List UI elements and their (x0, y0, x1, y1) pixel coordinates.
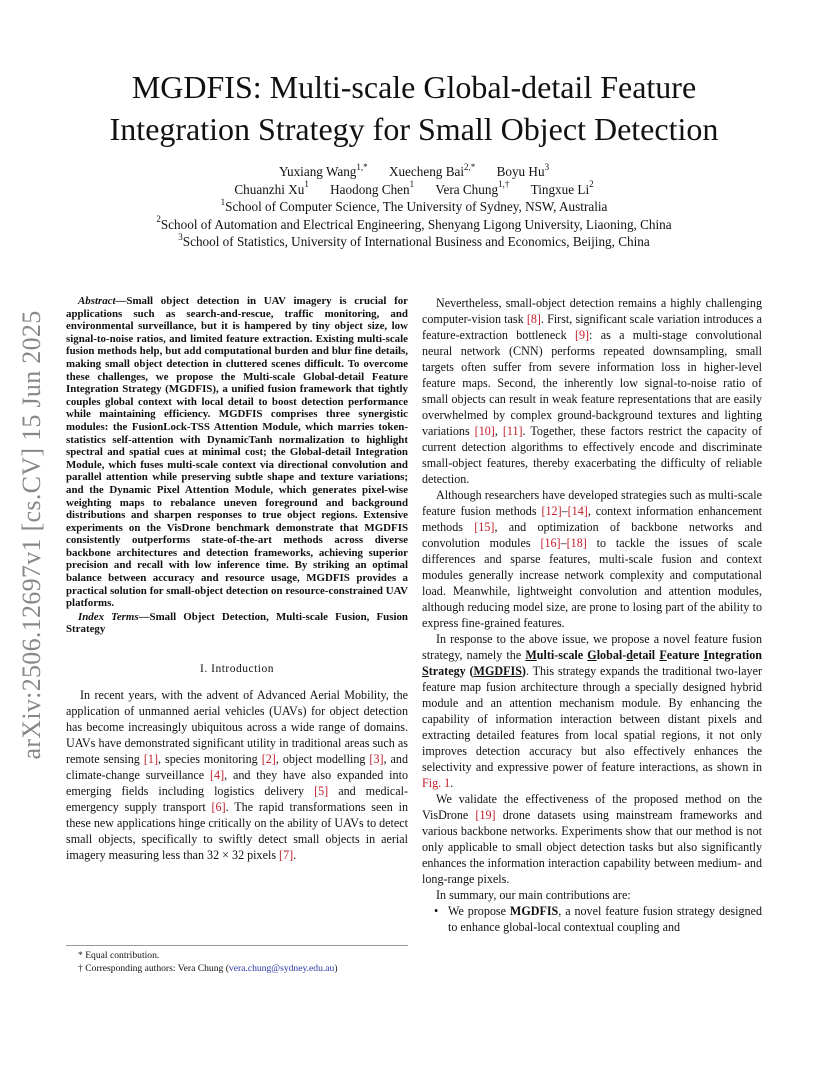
citation-link[interactable]: [10] (474, 424, 495, 438)
author: Vera Chung$^{1,\dagger}$ (435, 179, 510, 197)
index-terms (66, 611, 408, 636)
citation-link[interactable]: [8] (526, 312, 541, 326)
footnote-equal-contribution: * Equal contribution. (78, 950, 160, 961)
citation-link[interactable]: [2] (261, 752, 276, 767)
author: Haodong Chen$^1$ (330, 179, 415, 197)
left-column (66, 295, 408, 863)
footnote-corresponding: † Corresponding authors: Vera Chung (vera.chung@sydney.edu.au) (78, 962, 338, 974)
citation-link[interactable]: [9] (574, 328, 590, 342)
contributions-list (422, 903, 762, 935)
affiliation: $^1$School of Computer Science, The University of Sydney, NSW, Australia (220, 196, 608, 215)
citation-link[interactable]: [4] (210, 768, 225, 783)
title-line-1: MGDFIS: Multi-scale Global-detail Feature (131, 69, 697, 105)
index-terms-lead: Index Terms (78, 610, 139, 623)
intro-paragraph-5: We validate the effectiveness of the proposed method on the VisDrone [19] drone datasets using mainstream frameworks and various backbone networks. Experiments show that our method is not only applicable to small object detection tasks but also significantly enhances the information interaction capability between medium- and long-range pixels. (422, 792, 762, 886)
intro-paragraph-3: Although researchers have developed strategies such as multi-scale feature fusion methods [12]–[14], context information enhancement methods [15], and optimization of backbone networks and convolution modules [16]–[18] to tackle the issues of scale differences and sparse features, multi-scale fusion and context modules generally increase network complexity and computational load. Meanwhile, lightweight convolution and attention modules, although reducing model size, are prone to losing part of the ability to express fine-grained features. (422, 488, 762, 630)
citation-link[interactable]: [16] (540, 536, 561, 550)
citation-link[interactable]: [5] (314, 784, 329, 799)
title-line-2: Integration Strategy for Small Object Detection (109, 111, 719, 147)
citation-link[interactable]: [1] (143, 752, 158, 767)
citation-link[interactable]: [18] (566, 536, 587, 550)
intro-paragraph-6: In summary, our main contributions are: (436, 888, 631, 902)
intro-paragraph-4: In response to the above issue, we propose a novel feature fusion strategy, namely the Multi-scale Global-detail Feature Integration Strategy (MGDFIS). This strategy expands the traditional two-layer feature map fusion architecture through a specially designed hybrid module and an attention mechanism module. By enhancing the capability of information interaction between distant pixels and extracting detailed features from local spatial regions, it not only improves detection accuracy but also effectively enhances the selectivity and expressive power of feature interactions, as shown in Fig. 1. (422, 632, 763, 790)
section-heading-introduction: I. Introduction (200, 663, 274, 676)
author: Tingxue Li$^2$ (530, 179, 594, 197)
author-block (60, 163, 768, 251)
author: Chuanzhi Xu$^1$ (234, 179, 309, 197)
affiliation: $^2$School of Automation and Electrical Engineering, Shenyang Ligong University, Liaoning, China (156, 214, 672, 232)
abstract (66, 295, 408, 610)
list-item: • We propose MGDFIS, a novel feature fusion strategy designed to enhance global-local contextual coupling and (422, 903, 762, 935)
citation-link[interactable]: [6] (211, 800, 226, 815)
author: Boyu Hu$^3$ (496, 161, 550, 179)
citation-link[interactable]: [14] (567, 504, 588, 518)
citation-link[interactable]: [15] (474, 520, 495, 534)
author-line-1 (60, 163, 768, 181)
author-line-2 (60, 181, 768, 199)
citation-link[interactable]: [11] (502, 424, 523, 438)
paper-title (60, 66, 768, 150)
method-name: Multi-scale Global-detail Feature Integration Strategy (MGDFIS) (422, 648, 763, 678)
abstract-text: —Small object detection in UAV imagery is crucial for applications such as search-and-rescue, traffic monitoring, and environmental surveillance, but it is hampered by tiny object size, low signal-to-noise ratios, and limited feature extraction. Existing multi-scale fusion methods help, but add computational burden and blur fine details, making small object detection in cluttered scenes difficult. To overcome these challenges, we propose the Multi-scale Global-detail Feature Integration Strategy (MGDFIS), a unified fusion framework that tightly couples global context with local detail to boost detection performance while maintaining efficiency. MGDFIS comprises three synergistic modules: the FusionLock-TSS Attention Module, which marries token-statistics self-attention with DynamicTanh normalization to highlight spectral and spatial cues at minimal cost; the Global-detail Integration Module, which fuses multi-scale context via directional convolution and parallel attention while preserving subtle shape and texture variations; and the Dynamic Pixel Attention Module, which generates pixel-wise weighting maps to rebalance uneven foreground and background distributions and sharpen responses to true object regions. Extensive experiments on the VisDrone benchmark demonstrate that MGDFIS consistently outperforms state-of-the-art methods across diverse backbone architectures and detection frameworks, achieving superior precision and recall with low inference time. By striking an optimal balance between accuracy and resource usage, MGDFIS provides a practical solution for small-object detection on resource-constrained UAV platforms. (66, 295, 408, 610)
footnotes (66, 945, 408, 975)
figure-link[interactable]: Fig. 1 (422, 776, 451, 790)
abstract-lead: Abstract (78, 295, 116, 307)
citation-link[interactable]: [7] (279, 848, 294, 863)
author: Xuecheng Bai$^{2,*}$ (388, 161, 476, 179)
affiliation: $^3$School of Statistics, University of International Business and Economics, Beijing, China (178, 231, 650, 250)
author: Yuxiang Wang$^{1,*}$ (278, 161, 368, 179)
intro-paragraph-1: In recent years, with the advent of Advanced Aerial Mobility, the application of unmanned aerial vehicles (UAVs) for object detection has become increasingly ubiquitous across a wide range of domains. UAVs have demonstrated significant utility in traditional areas such as remote sensing [1], species monitoring [2], object modelling [3], and climate-change surveillance [4], and they have also expanded into emerging fields including logistics delivery [5] and medical-emergency supply transport [6]. The rapid transformations seen in these new applications hinge critically on the ability of UAVs to detect small objects, specifically to swiftly detect small objects in aerial imagery measuring less than 32 × 32 pixels [7]. (66, 688, 409, 863)
citation-link[interactable]: [12] (541, 504, 562, 518)
index-terms-text: —Small Object Detection, Multi-scale Fusion, Fusion Strategy (66, 610, 408, 636)
intro-paragraph-2: Nevertheless, small-object detection remains a highly challenging computer-vision task [8]. First, significant scale variation introduces a feature-extraction bottleneck [9]: as a multi-stage convolutional neural network (CNN) performs repeated downsampling, small targets often suffer from severe information loss in higher-level feature maps. Second, the inherently low signal-to-noise ratio of small objects can result in weak feature representations that are easily overwhelmed by complex ground-background textures and lighting variations [10], [11]. Together, these factors restrict the capacity of current detection algorithms to effectively encode and discriminate small-object features, thereby exacerbating the difficulty of reliable detection. (422, 296, 763, 486)
citation-link[interactable]: [3] (369, 752, 384, 767)
citation-link[interactable]: [19] (475, 808, 496, 822)
method-abbreviation: MGDFIS (473, 664, 522, 678)
arxiv-id[interactable]: arXiv:2506.12697v1 [cs.CV] 15 Jun 2025 (17, 310, 46, 760)
email-link[interactable]: vera.chung@sydney.edu.au (228, 962, 335, 974)
arxiv-stamp (14, 300, 50, 770)
right-column (422, 295, 762, 935)
